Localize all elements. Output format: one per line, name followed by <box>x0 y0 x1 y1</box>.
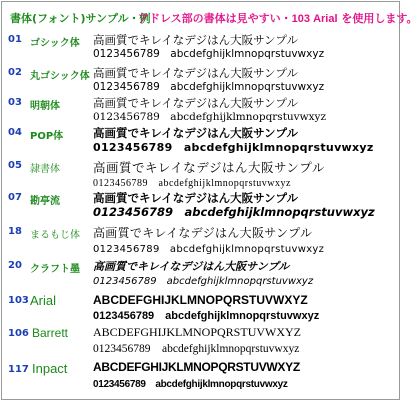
font-number: 117 <box>8 364 29 375</box>
sample-line-1: 高画質でキレイなデジはん大阪サンプル <box>93 191 299 205</box>
sample-line-2: 0123456789 abcdefghijklmnopqrstuvwxyz <box>93 276 314 287</box>
font-name: 丸ゴシック体 <box>30 71 90 82</box>
font-row-117 <box>0 356 402 392</box>
font-number: 02 <box>8 67 22 78</box>
font-name: クラフト墨 <box>30 264 80 275</box>
font-name: Arial <box>30 293 57 308</box>
sample-line-1: ABCDEFGHIJKLMNOPQRSTUVWXYZ <box>93 325 302 339</box>
page-title: 書体(フォント)サンプル・例 <box>10 12 151 25</box>
font-number: 20 <box>8 260 22 271</box>
sample-line-1: 高画質でキレイなデジはん大阪サンプル <box>93 126 299 140</box>
sample-line-2: 0123456789 abcdefghijklmnopqrstuvwxyz <box>93 141 374 154</box>
font-number: 07 <box>8 192 22 203</box>
sample-line-1: 高画質でキレイなデジはん大阪サンプル <box>93 33 299 47</box>
sample-line-2: 0123456789 abcdefghijklmnopqrstuvwxyz <box>93 343 300 355</box>
sample-line-1: ABCDEFGHIJKLMNOPQRSTUVWXYZ <box>93 293 308 307</box>
font-row-02 <box>0 64 402 94</box>
font-number: 103 <box>8 295 29 306</box>
sample-line-2: 0123456789 abcdefghijklmnopqrstuvwxyz <box>93 205 375 219</box>
font-row-05 <box>0 156 402 188</box>
font-row-103 <box>0 290 402 322</box>
font-row-04 <box>0 124 402 156</box>
header <box>0 4 418 26</box>
font-number: 01 <box>8 34 22 45</box>
sample-line-2: 0123456789 abcdefghijklmnopqrstuvwxyz <box>93 178 291 189</box>
sample-line-2: 0123456789 abcdefghijklmnopqrstuvwxyz <box>93 111 326 123</box>
font-name: 明朝体 <box>30 101 60 112</box>
sample-line-2: 0123456789 abcdefghijklmnopqrstuvwxyz <box>93 379 288 390</box>
note-text-post: を使用します。 <box>337 12 418 25</box>
font-row-20 <box>0 254 402 290</box>
font-number: 18 <box>8 226 22 237</box>
font-row-01 <box>0 30 402 64</box>
sample-line-2: 0123456789 abcdefghijklmnopqrstuvwxyz <box>93 244 325 255</box>
font-name: 勘亭流 <box>30 196 60 207</box>
font-row-106 <box>0 322 402 354</box>
font-row-07 <box>0 188 402 222</box>
address-font-note <box>138 10 418 26</box>
font-name: 隷書体 <box>30 164 60 175</box>
font-name: Inpact <box>32 361 68 376</box>
font-row-18 <box>0 222 402 254</box>
sample-line-1: 高画質でキレイなデジはん大阪サンプル <box>93 260 290 273</box>
note-text-pre: アドレス部の書体は見やすい・ <box>138 12 292 25</box>
sample-line-2: 0123456789 abcdefghijklmnopqrstuvwxyz <box>93 81 325 93</box>
font-number: 106 <box>8 328 29 339</box>
font-name: まるもじ体 <box>30 230 80 241</box>
font-row-03 <box>0 94 402 124</box>
font-name: POP体 <box>30 131 64 142</box>
font-number: 05 <box>8 160 22 171</box>
sample-line-1: 高画質でキレイなデジはん大阪サンプル <box>93 66 299 80</box>
font-number: 03 <box>8 97 22 108</box>
font-number: 04 <box>8 127 22 138</box>
font-name: Barrett <box>32 326 69 340</box>
sample-line-1: 高画質でキレイなデジはん大阪サンプル <box>93 226 313 240</box>
sample-line-1: ABCDEFGHIJKLMNOPQRSTUVWXYZ <box>93 360 300 374</box>
sample-line-1: 高画質でキレイなデジはん大阪サンプル <box>93 160 325 175</box>
sample-line-2: 0123456789 abcdefghijklmnopqrstuvwxyz <box>93 310 320 322</box>
sample-line-1: 高画質でキレイなデジはん大阪サンプル <box>93 96 299 110</box>
sample-line-2: 0123456789 abcdefghijklmnopqrstuvwxyz <box>93 48 325 60</box>
note-font-name: 103 Arial <box>291 13 338 25</box>
font-name: ゴシック体 <box>30 38 80 49</box>
